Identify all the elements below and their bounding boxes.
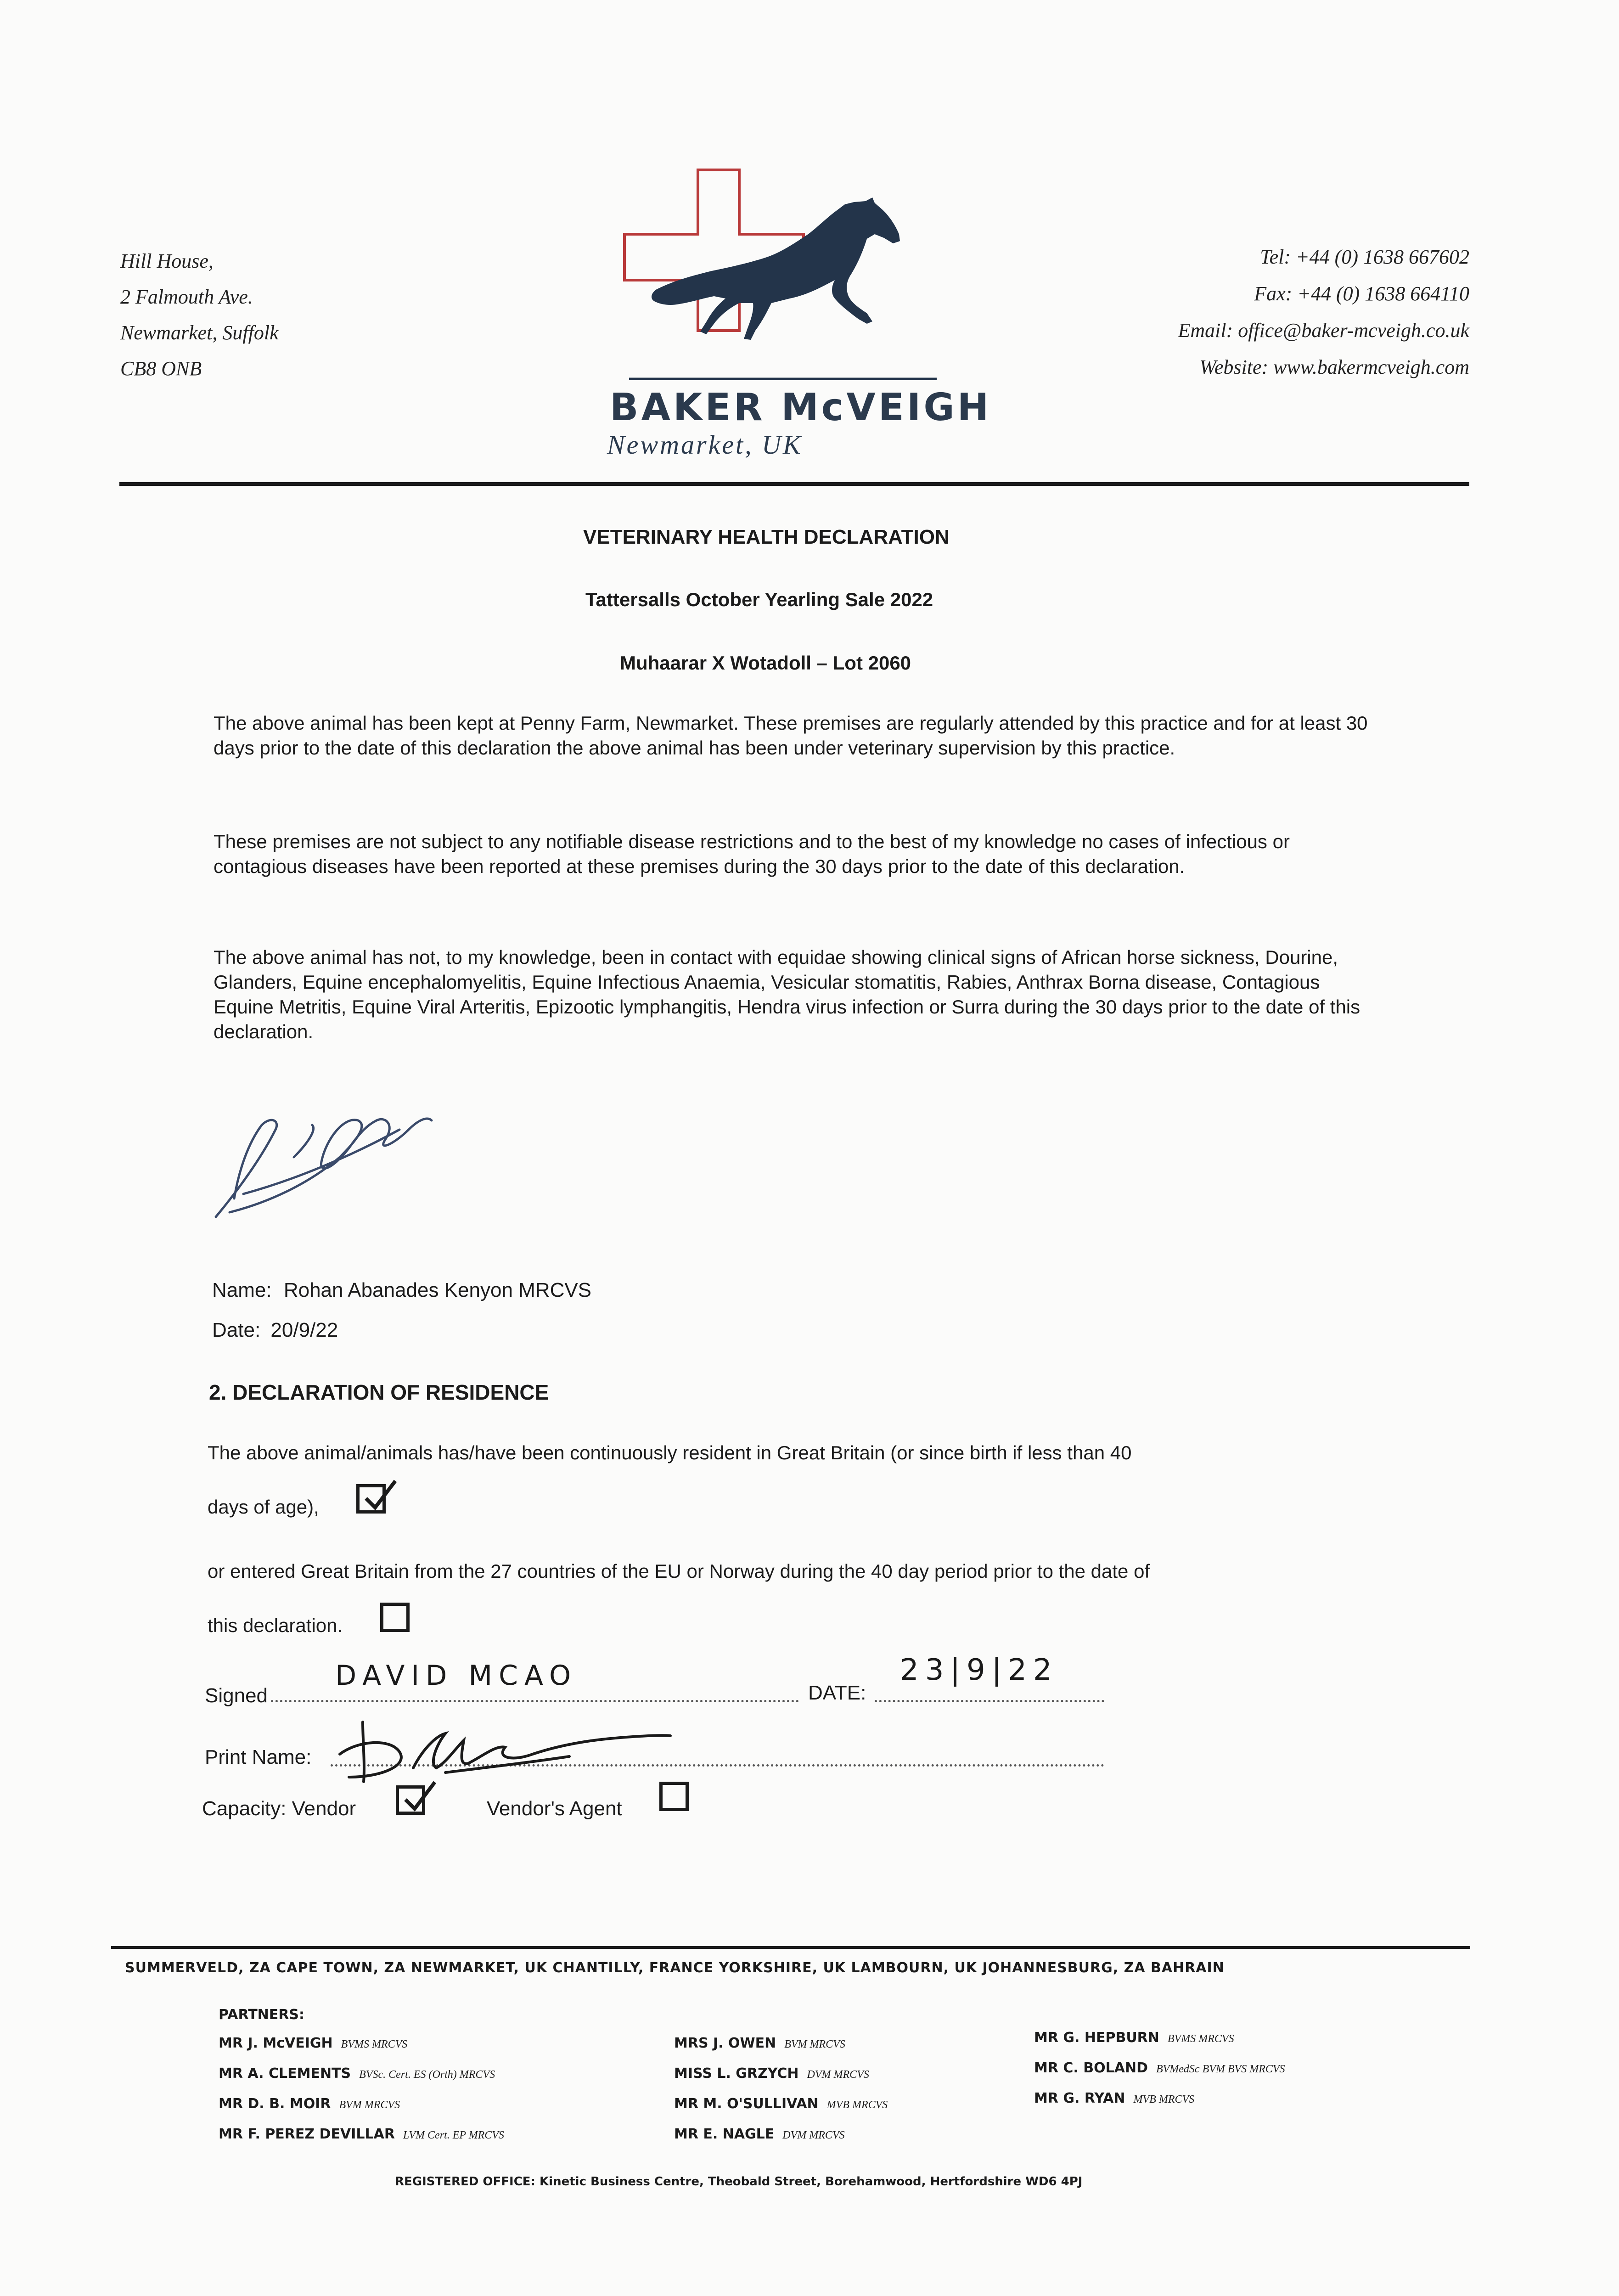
lot-title: Muhaarar X Wotadoll – Lot 2060 bbox=[620, 652, 911, 674]
document-title: VETERINARY HEALTH DECLARATION bbox=[583, 526, 950, 548]
address-line: Newmarket, Suffolk bbox=[120, 321, 279, 344]
partner-name: MR F. PEREZ DEVILLAR bbox=[219, 2126, 395, 2142]
partners-column-1 bbox=[219, 2035, 504, 2156]
paragraph-restrictions: These premises are not subject to any notifiable disease restrictions and to the best of my knowledge no cases of infectious or contagious diseases have been reported at these premises during the 30 days prior to the date of this declaration. bbox=[214, 831, 1290, 877]
capacity-label: Capacity: Vendor bbox=[202, 1797, 356, 1820]
address-line: 2 Falmouth Ave. bbox=[120, 286, 253, 308]
partner-qualifications: MVB MRCVS bbox=[826, 2099, 888, 2111]
signed-value[interactable]: DAVID MCAO bbox=[335, 1660, 578, 1692]
residence-line1b: days of age), bbox=[208, 1496, 319, 1518]
agent-label: Vendor's Agent bbox=[487, 1797, 622, 1820]
partner-qualifications: BVMS MRCVS bbox=[341, 2038, 408, 2050]
vet-name-row bbox=[212, 1279, 591, 1302]
vet-date-row bbox=[212, 1319, 338, 1342]
contact-email: Email: office@baker-mcveigh.co.uk bbox=[1178, 319, 1469, 342]
paragraph-contact: The above animal has not, to my knowledge, been in contact with equidae showing clinical signs of African horse sickness, Dourine, Glanders, Equine encephalomyelitis, Equine Infectious Anaemia, Vesicular stomatitis, Rabies, Anthrax Borna disease, Contagious Equine Metritis, Equine Viral Arteritis, Epizootic lymphangitis, Hendra virus infection or Surra during the 30 days prior to the date of this declaration. bbox=[214, 946, 1360, 1042]
partner-name: MR A. CLEMENTS bbox=[219, 2065, 351, 2082]
signed-line bbox=[271, 1700, 799, 1702]
resident-gb-checkbox[interactable] bbox=[356, 1484, 386, 1514]
residence-line2b: this declaration. bbox=[208, 1615, 343, 1636]
partner-qualifications: LVM Cert. EP MRCVS bbox=[403, 2129, 504, 2141]
date-line bbox=[875, 1700, 1104, 1702]
partner-name: MRS J. OWEN bbox=[674, 2035, 776, 2051]
contact-block bbox=[1056, 239, 1469, 386]
brand-name: BAKER McVEIGH bbox=[610, 386, 992, 429]
contact-fax: Fax: +44 (0) 1638 664110 bbox=[1254, 282, 1469, 305]
footer-locations: SUMMERVELD, ZA CAPE TOWN, ZA NEWMARKET, UK CHANTILLY, FRANCE YORKSHIRE, UK LAMBOURN, UK JOHANNESBURG, ZA BAHRAIN bbox=[125, 1960, 1225, 1976]
baker-mcveigh-logo bbox=[615, 165, 946, 386]
checkmark-icon bbox=[401, 1779, 438, 1816]
partner-qualifications: BVM MRCVS bbox=[339, 2099, 400, 2111]
print-name-signature bbox=[331, 1713, 680, 1791]
contact-website: Website: www.bakermcveigh.com bbox=[1199, 356, 1469, 378]
checkmark-icon bbox=[361, 1478, 398, 1515]
cross-icon bbox=[624, 170, 804, 331]
partner-name: MR M. O'SULLIVAN bbox=[674, 2096, 819, 2112]
vet-date: 20/9/22 bbox=[270, 1319, 338, 1341]
residence-line2a: or entered Great Britain from the 27 countries of the EU or Norway during the 40 day period prior to the date of bbox=[208, 1560, 1150, 1582]
partner-qualifications: DVM MRCVS bbox=[807, 2069, 869, 2081]
entered-gb-checkbox[interactable] bbox=[380, 1603, 410, 1632]
partners-label: PARTNERS: bbox=[219, 2007, 304, 2023]
residence-line1a: The above animal/animals has/have been continuously resident in Great Britain (or since birth if less than 40 bbox=[208, 1442, 1132, 1463]
address-line: Hill House, bbox=[120, 250, 214, 272]
horse-icon bbox=[652, 197, 900, 340]
partner-name: MR E. NAGLE bbox=[674, 2126, 775, 2142]
vet-name: Rohan Abanades Kenyon MRCVS bbox=[283, 1279, 592, 1301]
address-line: CB8 ONB bbox=[120, 357, 202, 380]
partner-qualifications: BVMedSc BVM BVS MRCVS bbox=[1156, 2063, 1285, 2075]
partner-name: MISS L. GRZYCH bbox=[674, 2065, 799, 2082]
vendor-agent-checkbox[interactable] bbox=[659, 1782, 689, 1811]
residence-heading: 2. DECLARATION OF RESIDENCE bbox=[209, 1380, 549, 1404]
paragraph-supervision: The above animal has been kept at Penny Farm, Newmarket. These premises are regularly attended by this practice and for at least 30 days prior to the date of this declaration the above animal has been under veterinary supervision by this practice. bbox=[214, 712, 1368, 759]
partner-name: MR J. McVEIGH bbox=[219, 2035, 333, 2051]
partner-name: MR D. B. MOIR bbox=[219, 2096, 331, 2112]
partner-qualifications: MVB MRCVS bbox=[1133, 2093, 1195, 2105]
vet-date-label: Date: bbox=[212, 1319, 261, 1341]
partner-name: MR G. HEPBURN bbox=[1034, 2030, 1159, 2046]
vet-name-label: Name: bbox=[212, 1279, 272, 1301]
registered-office: REGISTERED OFFICE: Kinetic Business Centre, Theobald Street, Borehamwood, Hertfordshire WD6 4PJ bbox=[395, 2175, 1083, 2189]
vet-signature bbox=[202, 1088, 441, 1235]
contact-phone: Tel: +44 (0) 1638 667602 bbox=[1260, 246, 1469, 268]
signed-label: Signed bbox=[205, 1684, 268, 1707]
partner-qualifications: BVM MRCVS bbox=[784, 2038, 845, 2050]
partner-qualifications: BVMS MRCVS bbox=[1167, 2033, 1234, 2045]
date-label: DATE: bbox=[808, 1682, 866, 1704]
partners-column-2 bbox=[674, 2035, 888, 2156]
partner-qualifications: DVM MRCVS bbox=[782, 2129, 845, 2141]
partners-column-3 bbox=[1034, 2030, 1285, 2121]
partner-qualifications: BVSc. Cert. ES (Orth) MRCVS bbox=[359, 2069, 495, 2081]
brand-location: Newmarket, UK bbox=[607, 430, 803, 460]
vendor-checkbox[interactable] bbox=[396, 1785, 425, 1815]
sale-title: Tattersalls October Yearling Sale 2022 bbox=[585, 589, 933, 610]
address-block bbox=[120, 243, 279, 387]
footer-divider bbox=[111, 1946, 1470, 1949]
header-divider bbox=[119, 482, 1469, 486]
partner-name: MR G. RYAN bbox=[1034, 2090, 1125, 2106]
partner-name: MR C. BOLAND bbox=[1034, 2060, 1148, 2076]
print-name-label: Print Name: bbox=[205, 1746, 312, 1768]
date-value[interactable]: 23|9|22 bbox=[900, 1653, 1058, 1687]
